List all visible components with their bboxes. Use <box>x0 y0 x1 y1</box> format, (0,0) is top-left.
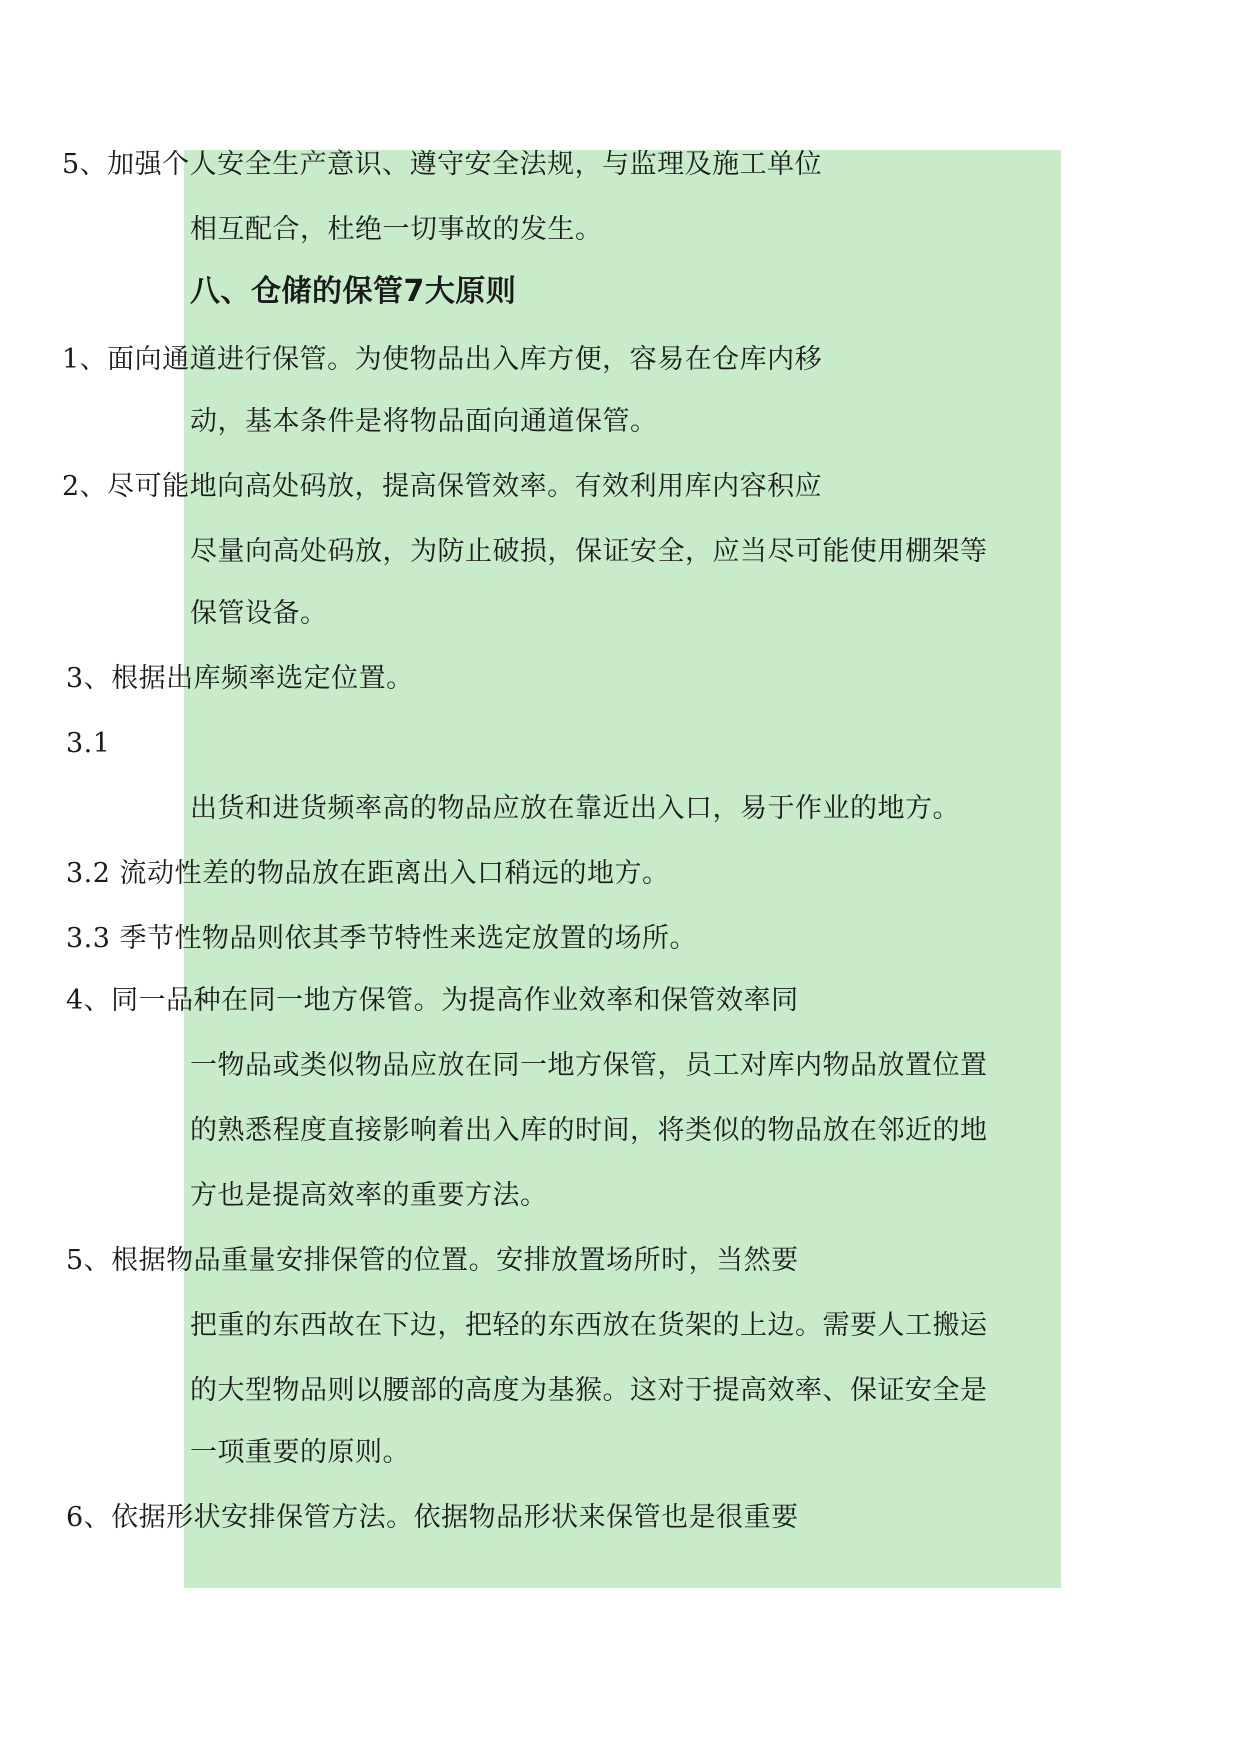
paragraph-item5-line2: 相互配合，杜绝一切事故的发生。 <box>190 214 603 245</box>
paragraph-rule4-line4: 方也是提高效率的重要方法。 <box>190 1180 548 1211</box>
paragraph-rule5-line4: 一项重要的原则。 <box>190 1437 410 1468</box>
paragraph-rule2-line1: 2、尽可能地向高处码放，提高保管效率。有效利用库内容积应 <box>62 471 823 502</box>
paragraph-rule4-line2: 一物品或类似物品应放在同一地方保管，员工对库内物品放置位置 <box>190 1050 988 1081</box>
page-content-area <box>62 149 1061 1588</box>
paragraph-rule1-line1: 1、面向通道进行保管。为使物品出入库方便，容易在仓库内移 <box>62 344 823 375</box>
paragraph-rule3-1-number: 3.1 <box>66 728 111 759</box>
paragraph-rule1-line2: 动，基本条件是将物品面向通道保管。 <box>190 406 658 437</box>
paragraph-rule6-line1: 6、依据形状安排保管方法。依据物品形状来保管也是很重要 <box>66 1502 799 1533</box>
paragraph-item5-line1: 5、加强个人安全生产意识、遵守安全法规，与监理及施工单位 <box>62 149 823 180</box>
paragraph-rule2-line3: 保管设备。 <box>190 598 328 629</box>
paragraph-rule5-line1: 5、根据物品重量安排保管的位置。安排放置场所时，当然要 <box>66 1245 799 1276</box>
section-heading: 八、仓储的保管7大原则 <box>190 274 517 309</box>
paragraph-rule4-line1: 4、同一品种在同一地方保管。为提高作业效率和保管效率同 <box>66 985 799 1016</box>
paragraph-rule3-2: 3.2 流动性差的物品放在距离出入口稍远的地方。 <box>66 858 670 889</box>
paragraph-rule5-line2: 把重的东西故在下边，把轻的东西放在货架的上边。需要人工搬运 <box>190 1310 988 1341</box>
paragraph-rule5-line3: 的大型物品则以腰部的高度为基猴。这对于提高效率、保证安全是 <box>190 1375 988 1406</box>
paragraph-rule3-3: 3.3 季节性物品则依其季节特性来选定放置的场所。 <box>66 923 698 954</box>
paragraph-rule2-line2: 尽量向高处码放，为防止破损，保证安全，应当尽可能使用棚架等 <box>190 536 988 567</box>
paragraph-rule4-line3: 的熟悉程度直接影响着出入库的时间，将类似的物品放在邻近的地 <box>190 1115 988 1146</box>
paragraph-rule3-1-text: 出货和进货频率高的物品应放在靠近出入口，易于作业的地方。 <box>190 793 960 824</box>
paragraph-rule3: 3、根据出库频率选定位置。 <box>66 663 414 694</box>
